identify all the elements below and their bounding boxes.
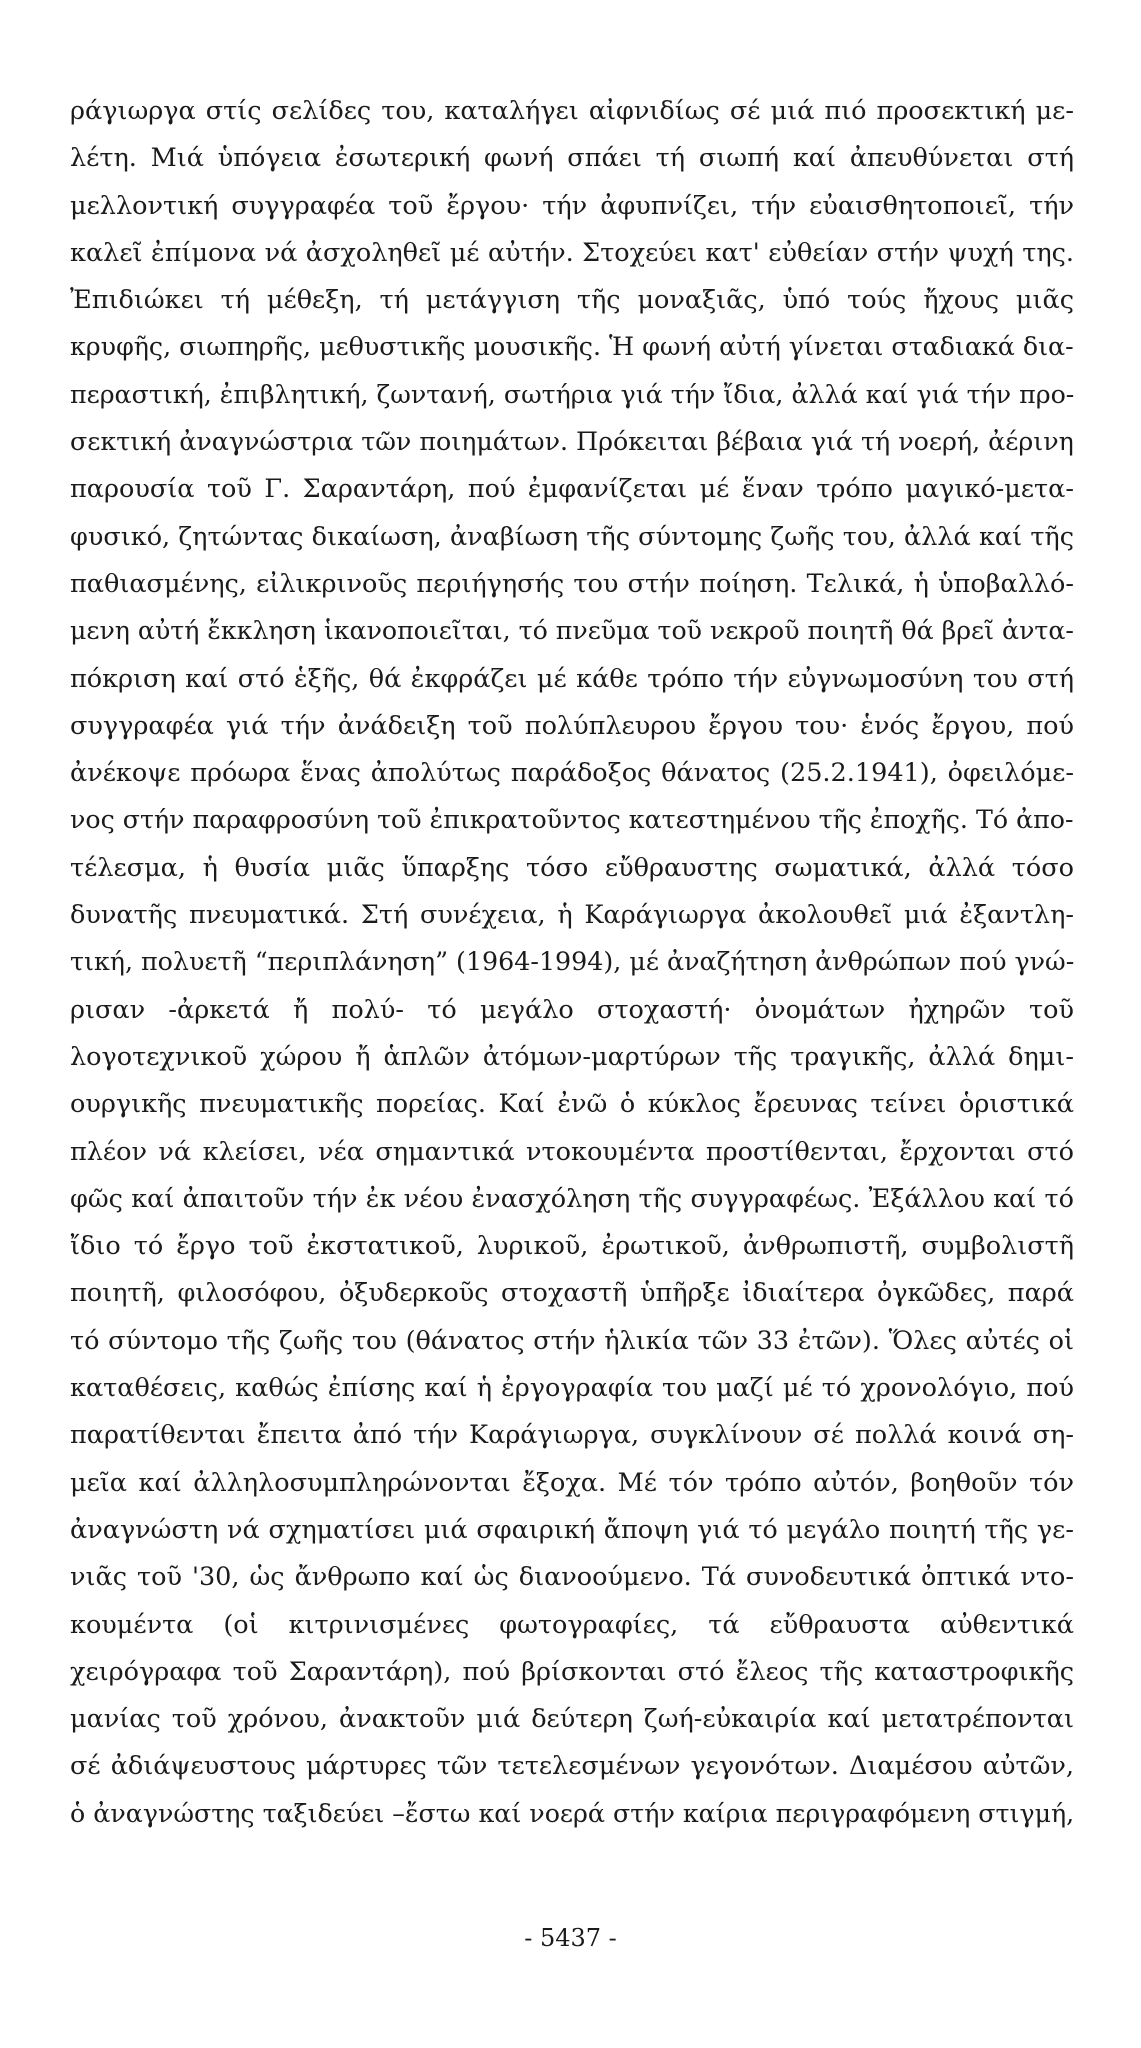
text-line: μεῖα καί ἀλληλοσυμπληρώνονται ἔξοχα. Μέ τόν τρόπο αὐτόν, βοηθοῦν τόν (70, 1467, 1074, 1498)
text-line: κρυφῆς, σιωπηρῆς, μεθυστικῆς μουσικῆς. Ἡ φωνή αὐτή γίνεται σταδιακά δια- (70, 332, 1074, 363)
text-line: ποιητῆ, φιλοσόφου, ὀξυδερκοῦς στοχαστῆ ὑπῆρξε ἰδιαίτερα ὀγκῶδες, παρά (70, 1278, 1074, 1309)
text-line: παθιασμένης, εἰλικρινοῦς περιήγησής του στήν ποίηση. Τελικά, ἡ ὑποβαλλό- (70, 568, 1074, 599)
text-line: πόκριση καί στό ἑξῆς, θά ἐκφράζει μέ κάθε τρόπο τήν εὐγνωμοσύνη του στή (70, 663, 1074, 694)
text-line: περαστική, ἐπιβλητική, ζωντανή, σωτήρια γιά τήν ἴδια, ἀλλά καί γιά τήν προ- (70, 379, 1075, 410)
text-line: νος στήν παραφροσύνη τοῦ ἐπικρατοῦντος κατεστημένου τῆς ἐποχῆς. Τό ἀπο- (70, 805, 1074, 836)
text-line: καλεῖ ἐπίμονα νά ἀσχοληθεῖ μέ αὐτήν. Στοχεύει κατ' εὐθείαν στήν ψυχή της. (70, 237, 1074, 268)
text-line: ράγιωργα στίς σελίδες του, καταλήγει αἰφνιδίως σέ μιά πιό προσεκτική με- (70, 96, 1074, 126)
text-line: ουργικῆς πνευματικῆς πορείας. Καί ἐνῶ ὁ κύκλος ἔρευνας τείνει ὁριστικά (70, 1089, 1074, 1120)
text-line: μανίας τοῦ χρόνου, ἀνακτοῦν μιά δεύτερη ζωή-εὐκαιρία καί μετατρέπονται (70, 1704, 1074, 1735)
text-line: ἴδιο τό ἔργο τοῦ ἐκστατικοῦ, λυρικοῦ, ἐρωτικοῦ, ἀνθρωπιστῆ, συμβολιστῆ (70, 1231, 1074, 1262)
text-line: ἀναγνώστη νά σχηματίσει μιά σφαιρική ἄποψη γιά τό μεγάλο ποιητή τῆς γε- (70, 1514, 1074, 1545)
text-line: δυνατῆς πνευματικά. Στή συνέχεια, ἡ Καράγιωργα ἀκολουθεῖ μιά ἐξαντλη- (70, 900, 1074, 931)
text-line: σεκτική ἀναγνώστρια τῶν ποιημάτων. Πρόκειται βέβαια γιά τή νοερή, ἀέρινη (70, 427, 1074, 458)
text-line: συγγραφέα γιά τήν ἀνάδειξη τοῦ πολύπλευρου ἔργου του· ἑνός ἔργου, πού (70, 710, 1074, 741)
text-line: ρισαν -ἀρκετά ἤ πολύ- τό μεγάλο στοχαστή· ὀνομάτων ἠχηρῶν τοῦ (70, 994, 1074, 1025)
text-line: μενη αὐτή ἔκκληση ἱκανοποιεῖται, τό πνεῦμα τοῦ νεκροῦ ποιητῆ θά βρεῖ ἀντα- (70, 616, 1074, 647)
text-line: πλέον νά κλείσει, νέα σημαντικά ντοκουμέντα προστίθενται, ἔρχονται στό (70, 1136, 1074, 1167)
text-line: φῶς καί ἀπαιτοῦν τήν ἐκ νέου ἐνασχόληση τῆς συγγραφέως. Ἐξάλλου καί τό (70, 1183, 1074, 1214)
text-line: κουμέντα (οἱ κιτρινισμένες φωτογραφίες, τά εὔθραυστα αὐθεντικά (70, 1609, 1074, 1640)
text-line: Ἐπιδιώκει τή μέθεξη, τή μετάγγιση τῆς μοναξιᾶς, ὑπό τούς ἤχους μιᾶς (70, 285, 1074, 316)
text-line: τό σύντομο τῆς ζωῆς του (θάνατος στήν ἡλικία τῶν 33 ἐτῶν). Ὅλες αὐτές οἱ (70, 1325, 1074, 1356)
text-line: σέ ἀδιάψευστους μάρτυρες τῶν τετελεσμένων γεγονότων. Διαμέσου αὐτῶν, (70, 1751, 1074, 1782)
text-line: παρατίθενται ἔπειτα ἀπό τήν Καράγιωργα, συγκλίνουν σέ πολλά κοινά ση- (70, 1420, 1074, 1451)
text-line: τέλεσμα, ἡ θυσία μιᾶς ὕπαρξης τόσο εὔθραυστης σωματικά, ἀλλά τόσο (70, 852, 1074, 883)
text-line: νιᾶς τοῦ '30, ὡς ἄνθρωπο καί ὡς διανοούμενο. Τά συνοδευτικά ὀπτικά ντο- (70, 1562, 1074, 1593)
text-line: λέτη. Μιά ὑπόγεια ἐσωτερική φωνή σπάει τή σιωπή καί ἀπευθύνεται στή (70, 143, 1074, 174)
text-line: παρουσία τοῦ Γ. Σαραντάρη, πού ἐμφανίζεται μέ ἕναν τρόπο μαγικό-μετα- (70, 474, 1074, 505)
text-line: χειρόγραφα τοῦ Σαραντάρη), πού βρίσκονται στό ἔλεος τῆς καταστροφικῆς (70, 1656, 1074, 1687)
body-text (70, 88, 1074, 1838)
text-line: μελλοντική συγγραφέα τοῦ ἔργου· τήν ἀφυπνίζει, τήν εὐαισθητοποιεῖ, τήν (70, 190, 1074, 221)
text-line: λογοτεχνικοῦ χώρου ἤ ἁπλῶν ἀτόμων-μαρτύρων τῆς τραγικῆς, ἀλλά δημι- (70, 1041, 1074, 1072)
page-number: - 5437 - (524, 1924, 617, 1952)
text-line: ὁ ἀναγνώστης ταξιδεύει –ἔστω καί νοερά στήν καίρια περιγραφόμενη στιγμή, (70, 1798, 1075, 1829)
text-line: φυσικό, ζητώντας δικαίωση, ἀναβίωση τῆς σύντομης ζωῆς του, ἀλλά καί τῆς (70, 521, 1074, 552)
text-line: καταθέσεις, καθώς ἐπίσης καί ἡ ἐργογραφία του μαζί μέ τό χρονολόγιο, πού (70, 1373, 1074, 1404)
text-line: τική, πολυετῆ “περιπλάνηση” (1964-1994), μέ ἀναζήτηση ἀνθρώπων πού γνώ- (70, 947, 1075, 978)
text-line: ἀνέκοψε πρόωρα ἕνας ἀπολύτως παράδοξος θάνατος (25.2.1941), ὀφειλόμε- (70, 758, 1074, 789)
